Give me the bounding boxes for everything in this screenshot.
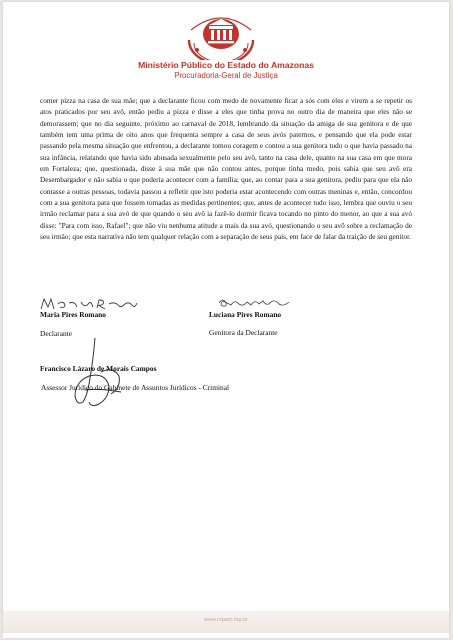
advisor-name: Francisco Lázaro de Morais Campos — [40, 364, 157, 373]
document-page — [3, 2, 449, 638]
advisor-role: Assessor Jurídico do Gabinete de Assuntos Jurídicos - Criminal — [41, 383, 230, 392]
advisor-handwritten-signature — [65, 332, 135, 422]
org-name: Ministério Público do Estado do Amazonas — [138, 60, 314, 70]
testimony-paragraph: comer pizza na casa de sua mãe; que a declarante ficou com medo de novamente ficar a sós com eles e virem a se repetir os atos praticados por seu avô, então pediu a pizza e disse a eles que tinha prova no outro dia de maneira que eles não se demorassem; que no dia seguinte, próximo ao carnaval de 2018, lembrando da situação da amiga de sua genitora e de que também tem uma prima de oito anos que frequenta sempre a casa de seus avós paternos, e pensando que ela pode estar passando pela mesma situação que enfrentou, a declarante tomou coragem e contou a sua genitora tudo o que havia passado na sua infância, relatando que havia sido abusada sexualmente pelo seu avô, tanto na casa dele, quanto na sua casa em que mora em Fortaleza; que, questionada, disse à sua mãe que não contou antes, porque tinha medo, pois sabia que seu avô era Desembargador e não sabia o que poderia acontecer com a família; que, ao contar para a sua genitora, pediu para que ela não contasse a outras pessoas, todavia passou a refletir que isto poderia estar acontecendo com outras meninas e, então, concordou com a sua genitora para que fossem tomadas as medidas pertinentes; que, antes de acontecer tudo isso, lembra que ouviu o seu irmão reclamar para a sua avó de que quando o seu avô ia fazê-lo dormir ficava tocando no pinto do menor, ao que a sua avó disse: "Para com isso, Rafael"; que não viu nenhuma atitude a mais da sua avó, questionando o seu avô sobre a reclamação de seu irmão; que esta narrativa não tem qualquer relação com a separação de seus pais, em face de falar da traição de seu genitor. — [40, 96, 412, 242]
mother-role: Genitora da Declarante — [209, 328, 278, 337]
footer-url: www.mpam.mp.br — [203, 617, 248, 623]
mother-handwritten-signature — [217, 295, 291, 309]
declarant-role: Declarante — [40, 329, 73, 338]
mpam-seal-icon — [179, 10, 263, 60]
org-subtitle: Procuradoria-Geral de Justiça — [174, 71, 278, 80]
declarant-name: Maria Pires Romano — [40, 310, 106, 319]
mother-name: Luciana Pires Romano — [209, 310, 282, 319]
